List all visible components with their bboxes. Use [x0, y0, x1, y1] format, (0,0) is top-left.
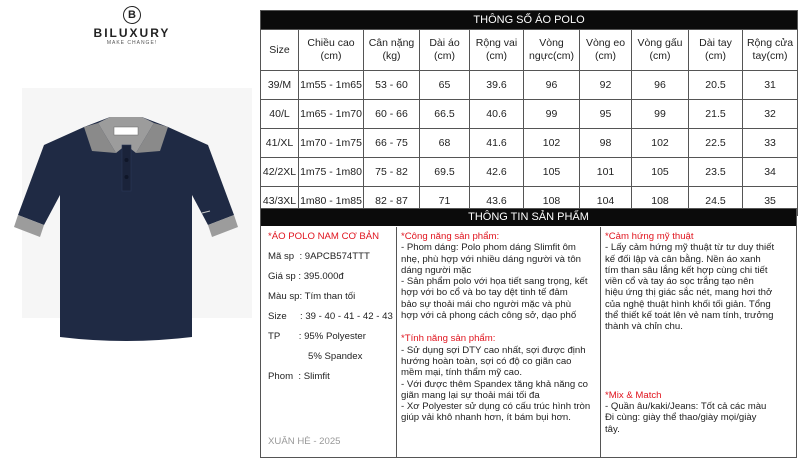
- text-line: - Quần âu/kaki/Jeans: Tốt cả các màu: [605, 400, 767, 412]
- spec-cell: 1m55 - 1m65: [299, 71, 364, 100]
- spec-cell: 42/2XL: [261, 158, 299, 187]
- text-line: hợp với cả phong cách công sở, dạo phố: [401, 310, 577, 322]
- spec-header-line: Dài áo: [429, 37, 460, 49]
- spec-cell: 98: [580, 129, 632, 158]
- product-info-title: THÔNG TIN SẢN PHẨM: [261, 209, 796, 226]
- text-line: tây.: [605, 423, 620, 435]
- spec-cell: 65: [420, 71, 470, 100]
- spec-cell: 96: [524, 71, 580, 100]
- spec-cell: 99: [632, 100, 689, 129]
- features-title: *Công năng sản phẩm:: [401, 231, 500, 242]
- text-line: hợp với bo cổ và bo tay dệt tinh tế đảm: [401, 287, 568, 299]
- spec-table-title: THÔNG SỐ ÁO POLO: [261, 11, 798, 30]
- text-line: của nghệ thuật hình khối tối giản. Tổng: [605, 298, 771, 310]
- spec-cell: 24.5: [689, 187, 743, 216]
- spec-cell: 96: [632, 71, 689, 100]
- text-line: - Với được thêm Spandex tăng khả năng co: [401, 378, 589, 390]
- spec-cell: 108: [524, 187, 580, 216]
- spec-header-cell: [689, 30, 743, 71]
- spec-cell: 92: [580, 71, 632, 100]
- product-info-panel: [260, 208, 797, 458]
- product-name: *ÁO POLO NAM CƠ BẢN: [268, 231, 380, 242]
- spec-header-line: (cm): [595, 50, 616, 62]
- spec-cell: 40/L: [261, 100, 299, 129]
- season-label: XUÂN HÈ - 2025: [268, 435, 341, 447]
- spec-cell: 39/M: [261, 71, 299, 100]
- spec-header-cell: [364, 30, 420, 71]
- spec-row: [261, 100, 798, 129]
- text-line: viền cổ và tay áo sọc trắng tạo nên: [605, 276, 754, 288]
- spec-cell: 40.6: [470, 100, 524, 129]
- spec-cell: 105: [632, 158, 689, 187]
- spec-header-line: Rộng cửa: [746, 37, 794, 49]
- spec-cell: 23.5: [689, 158, 743, 187]
- spec-cell: 39.6: [470, 71, 524, 100]
- spec-header-line: Vòng: [539, 37, 564, 49]
- detail-row: Giá sp : 395.000đ: [268, 271, 344, 283]
- spec-cell: 43/3XL: [261, 187, 299, 216]
- spec-cell: 34: [743, 158, 798, 187]
- spec-header-line: (cm): [705, 50, 726, 62]
- product-details-list: [261, 247, 396, 387]
- spec-header-line: ngực(cm): [529, 50, 574, 62]
- spec-header-line: Vòng gấu: [637, 37, 683, 49]
- spec-header-cell: [470, 30, 524, 71]
- text-line: bảo sự thoải mái cho người mặc và phù: [401, 298, 572, 310]
- spec-header-cell: [580, 30, 632, 71]
- spec-cell: 41/XL: [261, 129, 299, 158]
- detail-row: 5% Spandex: [268, 351, 363, 363]
- spec-cell: 32: [743, 100, 798, 129]
- detail-row: Phom : Slimfit: [268, 371, 330, 383]
- spec-header-row: [261, 30, 798, 71]
- text-line: dáng người mặc: [401, 264, 472, 276]
- text-line: - Sản phẩm polo với họa tiết sang trọng, kết: [401, 276, 588, 288]
- text-line: - Xơ Polyester sử dụng có cấu trúc hình tròn: [401, 401, 591, 413]
- detail-row: TP : 95% Polyester: [268, 331, 366, 343]
- spec-table-body: [261, 71, 798, 216]
- mix-text: [605, 401, 792, 435]
- spec-header-line: (cm): [320, 50, 342, 62]
- spec-header-cell: [632, 30, 689, 71]
- spec-header-line: Vòng eo: [585, 37, 626, 49]
- logo-mark-icon: B: [123, 6, 141, 24]
- spec-header-line: Cân nặng: [368, 37, 415, 49]
- spec-cell: 33: [743, 129, 798, 158]
- spec-cell: 105: [524, 158, 580, 187]
- spec-cell: 75 - 82: [364, 158, 420, 187]
- spec-header-line: (kg): [382, 50, 401, 62]
- text-line: giãn mang lại sự thoải mái tối đa: [401, 389, 540, 401]
- text-line: kế đối lập và cân bằng. Nền áo xanh: [605, 253, 761, 265]
- spec-cell: 42.6: [470, 158, 524, 187]
- spec-cell: 104: [580, 187, 632, 216]
- text-line: - Lấy cảm hứng mỹ thuật từ tư duy thiết: [605, 242, 775, 254]
- spec-cell: 1m75 - 1m80: [299, 158, 364, 187]
- spec-header-cell: [420, 30, 470, 71]
- product-image-panel: [0, 0, 258, 465]
- spec-cell: 102: [632, 129, 689, 158]
- spec-cell: 101: [580, 158, 632, 187]
- features-column: [397, 227, 601, 457]
- text-line: hướng hoàn toàn, sợi có độ co giãn cao: [401, 355, 572, 367]
- material-title: *Tính năng sản phẩm:: [401, 333, 496, 345]
- size-spec-panel: [260, 10, 797, 216]
- spec-cell: 60 - 66: [364, 100, 420, 129]
- brand-name: BILUXURY: [93, 26, 171, 40]
- spec-header-line: Dài tay: [699, 37, 732, 49]
- spec-cell: 71: [420, 187, 470, 216]
- spec-cell: 95: [580, 100, 632, 129]
- spec-header-cell: [524, 30, 580, 71]
- spec-cell: 20.5: [689, 71, 743, 100]
- spec-cell: 31: [743, 71, 798, 100]
- text-line: hiệu ứng thị giác sắc nét, mang hơi thở: [605, 287, 773, 299]
- spec-header-cell: [743, 30, 798, 71]
- spec-row: [261, 158, 798, 187]
- spec-cell: 35: [743, 187, 798, 216]
- inspiration-title: *Cảm hứng mỹ thuật: [605, 231, 694, 242]
- inspiration-column: [601, 227, 796, 457]
- size-spec-table: [260, 10, 798, 216]
- spec-cell: 66.5: [420, 100, 470, 129]
- spec-header-cell: [299, 30, 364, 71]
- spec-header-line: (cm): [434, 50, 455, 62]
- detail-row: Size : 39 - 40 - 41 - 42 - 43: [268, 311, 393, 323]
- spec-header-line: (cm): [486, 50, 507, 62]
- spec-cell: 68: [420, 129, 470, 158]
- text-line: mềm mại, tính thẩm mỹ cao.: [401, 367, 523, 379]
- text-line: - Sử dụng sợi DTY cao nhất, sợi được định: [401, 344, 586, 356]
- spec-row: [261, 71, 798, 100]
- spec-cell: 69.5: [420, 158, 470, 187]
- spec-row: [261, 129, 798, 158]
- spec-cell: 1m65 - 1m70: [299, 100, 364, 129]
- spec-cell: 66 - 75: [364, 129, 420, 158]
- text-line: giúp vải khô nhanh hơn, ít bám bụi hơn.: [401, 412, 571, 424]
- spec-cell: 108: [632, 187, 689, 216]
- spec-cell: 43.6: [470, 187, 524, 216]
- spec-cell: 82 - 87: [364, 187, 420, 216]
- spec-header-line: tay(cm): [752, 50, 788, 62]
- inspiration-text: [605, 242, 792, 332]
- spec-cell: 102: [524, 129, 580, 158]
- spec-cell: 22.5: [689, 129, 743, 158]
- product-details-column: [261, 227, 397, 457]
- mix-title: *Mix & Match: [605, 389, 662, 401]
- spec-header-line: Chiều cao: [307, 37, 355, 49]
- text-line: thể thiết kế toát lên vẻ nam tính, trưởng: [605, 310, 774, 322]
- spec-cell: 99: [524, 100, 580, 129]
- text-line: - Phom dáng: Polo phom dáng Slimfit ôm: [401, 242, 576, 254]
- features-text: [401, 242, 596, 321]
- brand-logo: [82, 6, 182, 46]
- polo-shirt-icon: [12, 105, 240, 350]
- spec-header-cell: [261, 30, 299, 71]
- spec-cell: 21.5: [689, 100, 743, 129]
- spec-cell: 53 - 60: [364, 71, 420, 100]
- spec-cell: 1m70 - 1m75: [299, 129, 364, 158]
- spec-header-line: Size: [269, 43, 290, 56]
- detail-row: Mã sp : 9APCB574TTT: [268, 251, 370, 263]
- material-text: [401, 345, 596, 424]
- spec-cell: 41.6: [470, 129, 524, 158]
- spec-header-line: Rộng vai: [475, 37, 518, 49]
- spec-cell: 1m80 - 1m85: [299, 187, 364, 216]
- text-line: Đi cùng: giày thể thao/giày mọi/giày: [605, 412, 757, 424]
- brand-tagline: MAKE CHANGE!: [106, 40, 158, 46]
- text-line: thành và chỉn chu.: [605, 321, 683, 333]
- text-line: tím than sâu lắng kết hợp cùng chi tiết: [605, 264, 768, 276]
- text-line: nhẹ, phù hợp với nhiều dáng người và tôn: [401, 253, 581, 265]
- spec-header-line: (cm): [649, 50, 671, 62]
- detail-row: Màu sp: Tím than tối: [268, 291, 356, 303]
